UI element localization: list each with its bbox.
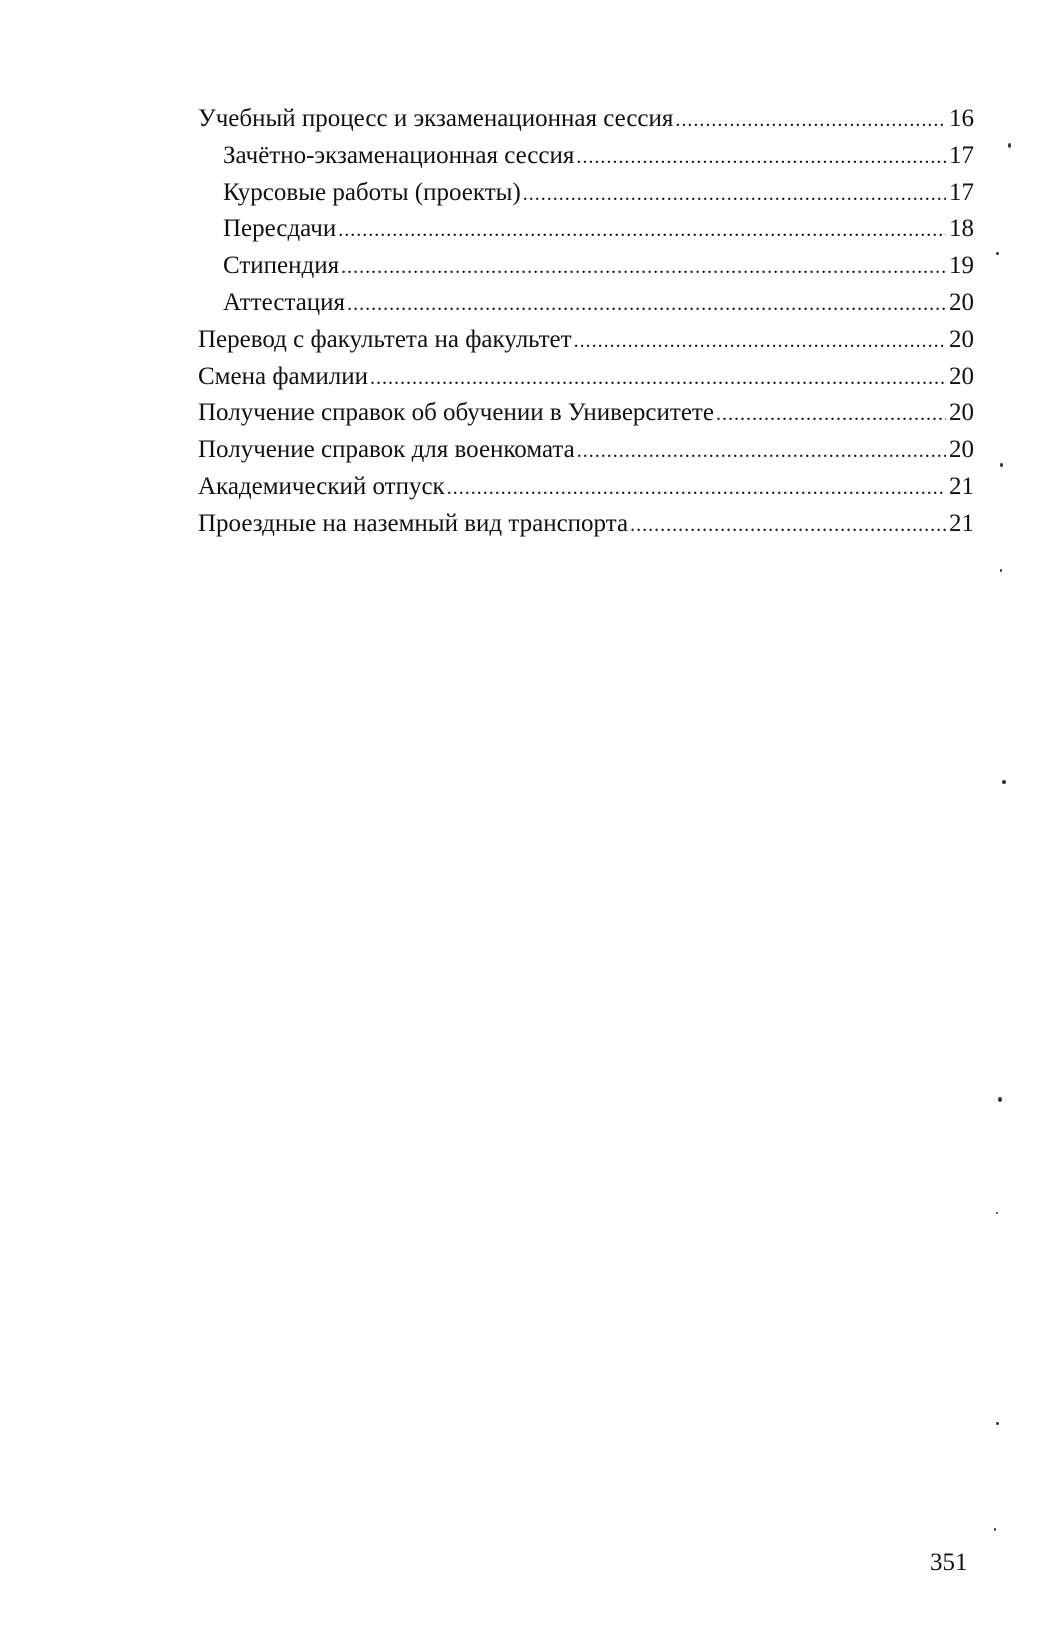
- toc-entry-title: Проездные на наземный вид транспорта: [198, 509, 629, 537]
- toc-entry: [198, 469, 974, 506]
- toc-dot-leader: [675, 102, 946, 139]
- toc-entry-page: 17: [949, 141, 974, 169]
- toc-entry-title: Аттестация: [223, 288, 346, 316]
- toc-entry: [198, 359, 974, 396]
- toc-entry-title: Получение справок для военкомата: [198, 436, 575, 464]
- toc-entry-title: Получение справок об обучении в Университете: [198, 399, 714, 427]
- table-of-contents: [198, 101, 974, 543]
- toc-entry: [198, 101, 974, 138]
- toc-entry-page: 20: [949, 399, 974, 427]
- scan-speck: [996, 252, 999, 255]
- toc-entry-page: 16: [949, 105, 974, 132]
- toc-entry-title: Курсовые работы (проекты): [223, 178, 521, 206]
- toc-entry-title: Пересдачи: [223, 215, 337, 243]
- toc-entry: [198, 211, 974, 248]
- scan-speck: [996, 1212, 998, 1214]
- toc-dot-leader: [338, 212, 946, 249]
- toc-dot-leader: [341, 249, 946, 286]
- toc-entry: [198, 138, 974, 175]
- scan-speck: [996, 1422, 999, 1425]
- toc-dot-leader: [577, 433, 946, 470]
- toc-entry-title: Перевод с факультета на факультет: [198, 325, 572, 353]
- scan-speck: [1002, 780, 1006, 784]
- toc-dot-leader: [370, 360, 946, 397]
- toc-entry: [198, 175, 974, 212]
- toc-entry: [198, 506, 974, 543]
- page-number: 351: [930, 1549, 968, 1576]
- toc-entry: [198, 432, 974, 469]
- toc-entry-page: 20: [949, 436, 974, 464]
- toc-entry-page: 20: [949, 362, 974, 390]
- toc-entry: [198, 395, 974, 432]
- toc-entry-page: 20: [949, 288, 974, 316]
- toc-dot-leader: [447, 470, 946, 507]
- toc-entry-page: 17: [949, 178, 974, 206]
- scan-speck: [1000, 569, 1002, 572]
- toc-dot-leader: [576, 139, 946, 176]
- toc-entry-title: Смена фамилии: [198, 362, 369, 390]
- toc-dot-leader: [630, 507, 946, 544]
- toc-dot-leader: [347, 286, 946, 323]
- toc-entry-title: Стипендия: [223, 252, 340, 280]
- toc-entry-title: Академический отпуск: [198, 472, 445, 500]
- scan-speck: [998, 1097, 1002, 1102]
- toc-dot-leader: [574, 323, 946, 360]
- toc-entry-page: 19: [949, 252, 974, 280]
- toc-entry-page: 20: [949, 325, 974, 353]
- toc-dot-leader: [716, 396, 946, 433]
- toc-entry: [198, 285, 974, 322]
- scan-speck: [1008, 143, 1011, 148]
- toc-entry-title: Учебный процесс и экзаменационная сессия: [198, 105, 674, 132]
- toc-dot-leader: [523, 176, 946, 213]
- toc-entry: [198, 248, 974, 285]
- scan-speck: [994, 1528, 996, 1531]
- toc-entry-page: 21: [949, 472, 974, 500]
- scan-speck: [1000, 463, 1003, 467]
- toc-entry-page: 18: [949, 215, 974, 243]
- toc-entry-page: 21: [949, 509, 974, 537]
- toc-entry-title: Зачётно-экзаменационная сессия: [223, 141, 575, 169]
- toc-entry: [198, 322, 974, 359]
